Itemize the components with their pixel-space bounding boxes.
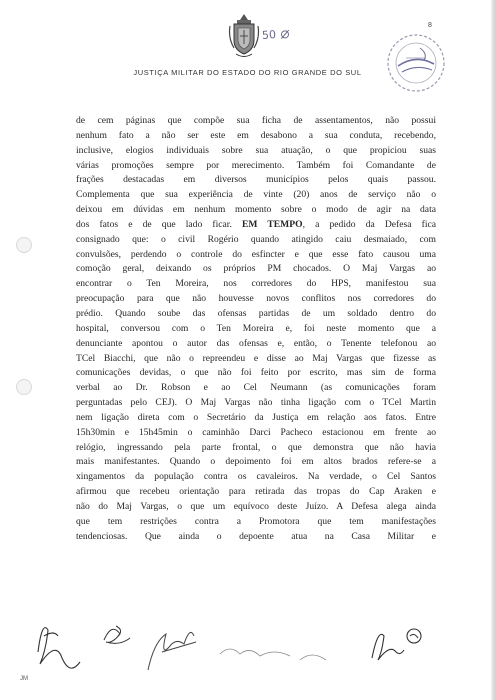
- text-line: tendenciosas. Que ainda o depoente atua na Casa Militar e: [76, 530, 436, 542]
- text-segment: , a pedido da Defesa fica: [302, 218, 436, 230]
- text-segment: dos fatos e de que lado ficar.: [76, 218, 242, 230]
- text-line: afirmou que recebeu orientação para retirada das tropas do Cap Araken e: [76, 486, 436, 498]
- text-line: deixou em dúvidas em nenhum momento sobre o modo de agir na data: [76, 204, 436, 216]
- text-line: preocupação para que não houvesse novos conflitos nos corredores do: [76, 293, 436, 305]
- signature-5-icon: [372, 629, 421, 660]
- page-edge: [491, 0, 495, 700]
- text-line: frações destacadas em diversos municípios pelos quais passou.: [76, 174, 436, 186]
- text-line: comunicações devidas, o que não foi feito por escrito, mas sim de forma: [76, 367, 436, 379]
- handwritten-page-number: 50: [262, 27, 290, 42]
- text-line: várias promoções sempre por merecimento. Também foi Comandante de: [76, 159, 436, 171]
- text-line: TCel Biacchi, que não o repreendeu e disse ao Maj Vargas que fizesse as: [76, 352, 436, 364]
- text-line: que tem restrições contra a Promotora que tem manifestações: [76, 515, 436, 527]
- punch-hole-top: [16, 237, 32, 253]
- document-header: [0, 8, 495, 88]
- text-line: mais manifestantes. Quando o depoimento foi em altos brados refere-se a: [76, 456, 436, 468]
- text-line: hospital, conversou com o Ten Moreira e, foi neste momento que a: [76, 322, 436, 334]
- text-line: 15h30min e 15h45min o caminhão Darci Pacheco estacionou em frente ao: [76, 426, 436, 438]
- text-line: relógio, ingressando pela parte frontal, o que demonstra que não havia: [76, 441, 436, 453]
- institution-name: JUSTIÇA MILITAR DO ESTADO DO RIO GRANDE DO SUL: [133, 68, 362, 77]
- signature-1-icon: [38, 628, 80, 669]
- text-line: perguntadas pelo CEJ). O Maj Vargas não tinha ligação com o TCel Martin: [76, 397, 436, 409]
- text-line: denunciante apontou o autor das ofensas e, então, o Tenente telefonou ao: [76, 337, 436, 349]
- text-line: comoção geral, deixando os próprios PM chocados. O Maj Vargas ao: [76, 263, 436, 275]
- text-line: não do Maj Vargas, o que um equívoco deste Juízo. A Defesa alega ainda: [76, 500, 436, 512]
- footer-mark: JM: [20, 676, 28, 682]
- official-stamp-icon: [376, 30, 456, 96]
- text-line: prédio. Quando soube das ofensas partidas de um soldado dentro do: [76, 307, 436, 319]
- text-line: Complementa que sua experiência de vinte (20) anos de serviço não o: [76, 189, 436, 201]
- text-line: convulsões, perdendo o controle do esfincter e que esse fato causou uma: [76, 248, 436, 260]
- coat-of-arms-icon: [228, 12, 260, 60]
- text-line: consignado que: o civil Rogério quando atingido caiu desmaiado, com: [76, 233, 436, 245]
- signature-3-icon: [148, 632, 196, 670]
- initials-mark-icon: [279, 29, 290, 40]
- text-line: inclusive, elogios individuais sobre sua atuação, o que propiciou suas: [76, 144, 436, 156]
- text-line: encontrar o Ten Moreira, nos corredores do HPS, manifestou sua: [76, 278, 436, 290]
- sheet-number: 8: [428, 22, 432, 29]
- em-tempo-heading: EM TEMPO: [241, 218, 303, 230]
- deposition-text: [76, 114, 436, 544]
- text-line: verbal ao Dr. Robson e ao Cel Neumann (as comunicações foram: [76, 382, 436, 394]
- signature-4-icon: [220, 649, 326, 660]
- text-line: xingamentos da população contra os cavaleiros. Na verdade, o Cel Santos: [76, 471, 436, 483]
- punch-hole-bottom: [16, 379, 32, 395]
- text-line: nem ligação direta com o Secretário da Justiça em relação aos fatos. Entre: [76, 411, 436, 423]
- signatures-area: [0, 600, 495, 700]
- text-line: nenhum fato a não ser este em desabono a sua conduta, recebendo,: [76, 129, 436, 141]
- text-line: [76, 218, 436, 233]
- signature-2-icon: [104, 626, 130, 643]
- text-line: de cem páginas que compõe sua ficha de assentamentos, não possui: [76, 115, 436, 126]
